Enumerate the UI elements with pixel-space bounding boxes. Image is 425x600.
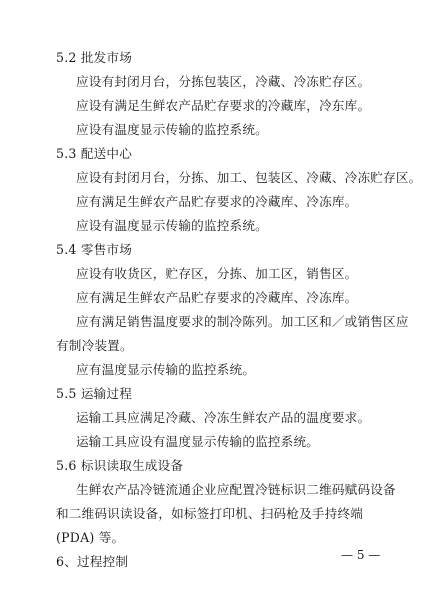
paragraph-line: 运输工具应满足冷藏、冷冻生鲜农产品的温度要求。: [76, 410, 371, 425]
paragraph-line: 应设有满足生鲜农产品贮存要求的冷藏库，冷东库。: [76, 98, 371, 113]
section-heading-6: 6、过程控制: [56, 554, 129, 569]
paragraph-continuation: 和二维码识读设备，如标签打印机、扫码枪及手持终端: [56, 506, 364, 521]
section-heading-5-6: 5.6 标识读取生成设备: [56, 458, 184, 473]
paragraph-line: 应设有封闭月台，分拣、加工、包装区、冷藏、冷冻贮存区。: [76, 170, 422, 185]
section-heading-5-5: 5.5 运输过程: [56, 386, 133, 401]
paragraph-line: 应有温度显示传输的监控系统。: [76, 362, 256, 377]
page-number: — 5 —: [341, 548, 381, 562]
section-heading-5-4: 5.4 零售市场: [56, 242, 133, 257]
paragraph-line: 应有满足销售温度要求的制冷陈列。加工区和／或销售区应: [76, 314, 409, 329]
paragraph-line: 应设有温度显示传输的监控系统。: [76, 218, 268, 233]
paragraph-line: 应设有收货区，贮存区，分拣、加工区，销售区。: [76, 266, 358, 281]
section-heading-5-2: 5.2 批发市场: [56, 50, 133, 65]
paragraph-line: 生鲜农产品冷链流通企业应配置冷链标识二维码赋码设备: [76, 482, 396, 497]
paragraph-continuation: (PDA) 等。: [56, 530, 125, 545]
paragraph-line: 运输工具应设有温度显示传输的监控系统。: [76, 434, 320, 449]
paragraph-line: 应设有温度显示传输的监控系统。: [76, 122, 268, 137]
paragraph-line: 应有满足生鲜农产品贮存要求的冷藏库、冷冻库。: [76, 194, 358, 209]
paragraph-line: 应有满足生鲜农产品贮存要求的冷藏库、冷冻库。: [76, 290, 358, 305]
paragraph-line: 应设有封闭月台，分拣包装区，冷藏、冷冻贮存区。: [76, 74, 371, 89]
section-heading-5-3: 5.3 配送中心: [56, 146, 133, 161]
paragraph-continuation: 有制冷装置。: [56, 338, 133, 353]
